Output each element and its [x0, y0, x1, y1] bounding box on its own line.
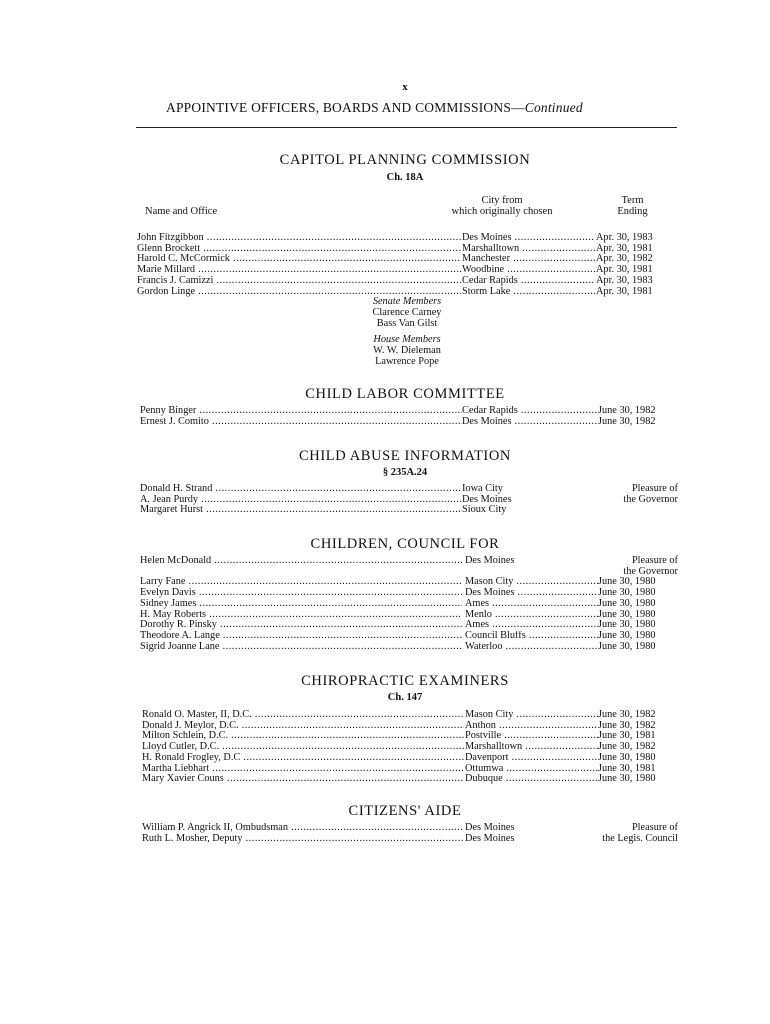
member-term: June 30, 1982: [598, 405, 656, 416]
member-name: Evelyn Davis .....: [140, 588, 462, 599]
member-term: June 30, 1980: [598, 576, 656, 588]
member-term: June 30, 1980: [598, 751, 656, 763]
member-city: Des Moines .....: [462, 417, 597, 428]
member-term: June 30, 1982: [598, 415, 656, 427]
member-term: June 30, 1982: [598, 709, 656, 720]
member-name: Ruth L. Mosher, Deputy .....: [142, 834, 464, 845]
member-name: A. Jean Purdy .....: [140, 495, 462, 506]
term-line: Pleasure of: [631, 483, 678, 494]
column-header-term-line2: Ending: [617, 206, 648, 217]
member-name: Glenn Brockett .....: [137, 244, 461, 255]
member-name: Helen McDonald .....: [140, 556, 462, 567]
member-term: Apr. 30, 1983: [596, 274, 653, 286]
term-note: [560, 823, 678, 845]
member-name: Marie Millard .....: [137, 265, 461, 276]
house-member: W. W. Dieleman: [373, 344, 441, 356]
member-name: Penny Binger .....: [140, 406, 462, 417]
member-name: Francis J. Camizzi .....: [137, 276, 461, 287]
member-name: Margaret Hurst .....: [140, 505, 462, 516]
member-city: Des Moines: [465, 556, 515, 566]
member-city: Manchester .....: [462, 254, 595, 265]
member-city: Postville .....: [465, 731, 598, 742]
house-member: Lawrence Pope: [375, 355, 439, 367]
member-term: June 30, 1980: [598, 608, 656, 620]
member-city: Cedar Rapids .....: [462, 276, 595, 287]
member-city: Des Moines: [465, 823, 515, 833]
member-city: Ames .....: [465, 620, 598, 631]
member-city: Marshalltown .....: [462, 244, 595, 255]
member-term: Apr. 30, 1981: [596, 264, 653, 276]
member-city: Mason City .....: [465, 710, 598, 721]
member-city: Davenport .....: [465, 753, 598, 764]
senate-heading: Senate Members: [372, 296, 442, 307]
member-name: Theodore A. Lange .....: [140, 631, 462, 642]
member-city: Anthon .....: [465, 721, 598, 732]
member-term: June 30, 1980: [598, 597, 656, 609]
running-head: [166, 100, 583, 116]
member-city: Ottumwa .....: [465, 764, 598, 775]
member-name: Donald J. Meylor, D.C. .....: [142, 721, 464, 732]
term-line: the Governor: [623, 493, 678, 505]
term-note: [580, 556, 678, 578]
term-line: Pleasure of: [631, 555, 678, 566]
member-term: June 30, 1982: [598, 741, 656, 753]
member-name: Harold C. McCormick .....: [137, 254, 461, 265]
section-reference: Ch. 18A: [386, 172, 424, 183]
term-note: [580, 484, 678, 506]
term-line: the Legis. Council: [602, 832, 678, 844]
member-name: Mary Xavier Couns .....: [142, 774, 464, 785]
member-term: June 30, 1981: [598, 762, 656, 774]
member-term: June 30, 1980: [598, 773, 656, 785]
column-header-name: Name and Office: [145, 206, 218, 217]
column-header-city: [432, 195, 572, 217]
column-header-term-line1: Term: [621, 195, 644, 206]
section-reference: Ch. 147: [387, 692, 423, 703]
member-term: June 30, 1981: [598, 730, 656, 742]
house-members: [358, 335, 456, 367]
page-number: x: [402, 81, 408, 93]
senate-members: [358, 297, 456, 329]
section-title: CAPITOL PLANNING COMMISSION: [279, 152, 531, 168]
member-name: Sidney James .....: [140, 599, 462, 610]
member-name: Gordon Linge .....: [137, 287, 461, 298]
member-term: Apr. 30, 1981: [596, 285, 653, 297]
member-name: Ernest J. Comito .....: [140, 417, 462, 428]
house-heading: House Members: [373, 334, 441, 345]
section-title: CHILD LABOR COMMITTEE: [305, 386, 505, 402]
member-name: Dorothy R. Pinsky .....: [140, 620, 462, 631]
member-term: June 30, 1980: [598, 640, 656, 652]
section-reference: § 235A.24: [382, 467, 428, 478]
running-head-main: APPOINTIVE OFFICERS, BOARDS AND COMMISSIONS—: [166, 100, 525, 115]
member-name: Sigrid Joanne Lane .....: [140, 642, 462, 653]
member-city: Menlo .....: [465, 610, 598, 621]
member-term: June 30, 1980: [598, 629, 656, 641]
section-title: CHILD ABUSE INFORMATION: [299, 448, 511, 464]
term-line: Pleasure of: [631, 822, 678, 833]
column-header-city-line1: City from: [481, 195, 523, 206]
senate-member: Bass Van Gilst: [376, 317, 438, 329]
member-term: Apr. 30, 1982: [596, 253, 653, 265]
member-name: H. May Roberts .....: [140, 610, 462, 621]
member-name: Ronald O. Master, II, D.C. .....: [142, 710, 464, 721]
member-city: Iowa City: [462, 484, 503, 494]
member-name: Martha Liebhart .....: [142, 764, 464, 775]
member-name: Milton Schlein, D.C. .....: [142, 731, 464, 742]
member-name: Donald H. Strand .....: [140, 484, 462, 495]
section-title: CITIZENS' AIDE: [348, 803, 462, 819]
section-title: CHIROPRACTIC EXAMINERS: [301, 673, 509, 689]
member-name: Larry Fane .....: [140, 577, 462, 588]
member-term: Apr. 30, 1983: [596, 232, 653, 243]
member-city: Waterloo .....: [465, 642, 598, 653]
running-head-continued: Continued: [524, 100, 583, 115]
member-name: William P. Angrick II, Ombudsman .....: [142, 823, 464, 834]
member-city: Des Moines .....: [462, 233, 595, 244]
member-city: Des Moines: [462, 494, 512, 505]
member-name: John Fitzgibbon .....: [137, 233, 461, 244]
member-city: Ames .....: [465, 599, 598, 610]
senate-member: Clarence Carney: [372, 306, 442, 318]
member-city: Des Moines .....: [465, 588, 598, 599]
column-header-city-line2: which originally chosen: [451, 206, 553, 217]
section-title: CHILDREN, COUNCIL FOR: [310, 536, 500, 552]
column-header-term: [605, 195, 660, 217]
member-term: Apr. 30, 1981: [596, 242, 653, 254]
member-term: June 30, 1980: [598, 619, 656, 631]
member-term: June 30, 1980: [598, 587, 656, 599]
member-city: Cedar Rapids .....: [462, 406, 597, 417]
member-name: H. Ronald Frogley, D.C .....: [142, 753, 464, 764]
member-name: Lloyd Cutler, D.C. .....: [142, 742, 464, 753]
member-city: Mason City .....: [465, 577, 598, 588]
member-city: Des Moines: [465, 833, 515, 844]
term-line: the Governor: [623, 565, 678, 577]
member-city: Dubuque .....: [465, 774, 598, 785]
header-rule: [136, 127, 677, 128]
member-city: Marshalltown .....: [465, 742, 598, 753]
member-city: Council Bluffs .....: [465, 631, 598, 642]
member-city: Storm Lake .....: [462, 287, 595, 298]
member-term: June 30, 1982: [598, 719, 656, 731]
member-city: Woodbine .....: [462, 265, 595, 276]
member-city: Sioux City: [462, 505, 507, 516]
